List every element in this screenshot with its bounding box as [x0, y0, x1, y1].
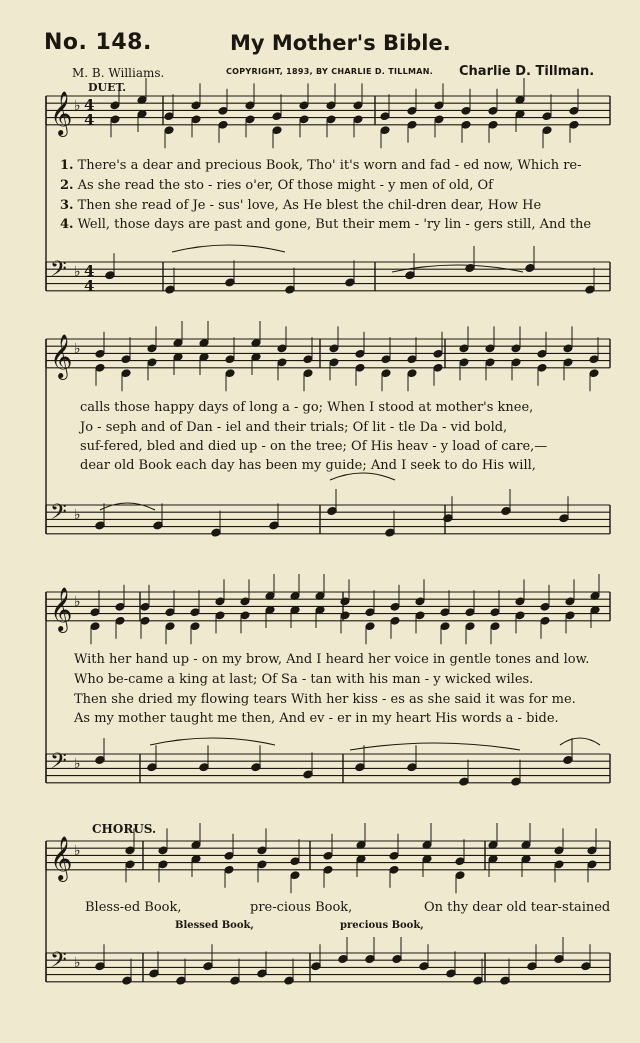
chorus-lyric: On thy dear old tear-stained [424, 900, 611, 915]
verse-line: 3. Then she read of Je - sus' love, As He blest the chil-dren dear, How He [60, 198, 542, 213]
bass-clef-icon: 𝄢 [50, 749, 67, 779]
slur [350, 743, 520, 750]
chorus-lyric: pre-cious Book, [250, 900, 353, 915]
verse-line: dear old Book each day has been my guide; And I seek to do His will, [80, 458, 536, 473]
flat-icon: ♭ [74, 955, 81, 971]
slur [330, 473, 395, 480]
bass-clef-icon: 𝄢 [50, 948, 67, 978]
bass-clef-icon: 𝄢 [50, 500, 67, 530]
treble-clef-icon: 𝄞 [50, 836, 73, 880]
verse-line: 2. As she read the sto - ries o'er, Of those might - y men of old, Of [60, 178, 493, 193]
verse-line: Jo - seph and of Dan - iel and their trials; Of lit - tle Da - vid bold, [80, 420, 508, 435]
slur [392, 265, 523, 272]
verse-line: Then she dried my flowing tears With her kiss - es as she said it was for me. [74, 692, 576, 707]
flat-icon: ♭ [74, 843, 81, 859]
verse-line: As my mother taught me then, And ev - er in my heart His words a - bide. [74, 711, 559, 726]
lyricist-credit: M. B. Williams. [72, 66, 165, 80]
flat-icon: ♭ [74, 264, 81, 280]
flat-icon: ♭ [74, 507, 81, 523]
chorus-marking: CHORUS. [92, 822, 157, 836]
flat-icon: ♭ [74, 341, 81, 357]
bass-clef-icon: 𝄢 [50, 257, 67, 287]
bass-echo-lyric: Blessed Book, [175, 920, 254, 931]
treble-clef-icon: 𝄞 [50, 334, 73, 378]
copyright-line: COPYRIGHT, 1893, BY CHARLIE D. TILLMAN. [226, 67, 434, 76]
hymn-number: No. 148. [44, 30, 152, 55]
hymn-title: My Mother's Bible. [230, 31, 451, 55]
time-signature: 4 [84, 277, 95, 295]
slur [560, 738, 600, 745]
composer-credit: Charlie D. Tillman. [459, 64, 595, 79]
verse-line: 1. There's a dear and precious Book, Tho' it's worn and fad - ed now, Which re- [60, 158, 582, 173]
note-heads [90, 78, 600, 985]
slur [100, 503, 155, 510]
chorus-lyric: Bless-ed Book, [85, 900, 182, 915]
verse-line: suf-fered, bled and died up - on the tree; Of His heav - y load of care,— [80, 439, 548, 454]
verse-line: Who be-came a king at last; Of Sa - tan with his man - y wicked wiles. [74, 672, 534, 687]
time-signature: 4 [84, 96, 95, 114]
verse-line: With her hand up - on my brow, And I heard her voice in gentle tones and low. [74, 652, 590, 667]
time-signature: 4 [84, 262, 95, 280]
verse-line: 4. Well, those days are past and gone, But their mem - 'ry lin - gers still, And the [60, 217, 592, 232]
time-signature: 4 [84, 111, 95, 129]
duet-marking: DUET. [88, 81, 127, 94]
slur [150, 738, 275, 745]
flat-icon: ♭ [74, 594, 81, 610]
slur [172, 245, 285, 252]
flat-icon: ♭ [74, 98, 81, 114]
flat-icon: ♭ [74, 756, 81, 772]
treble-clef-icon: 𝄞 [50, 91, 73, 135]
verse-line: calls those happy days of long a - go; When I stood at mother's knee, [80, 400, 534, 415]
bass-echo-lyric: precious Book, [340, 920, 424, 931]
treble-clef-icon: 𝄞 [50, 587, 73, 631]
